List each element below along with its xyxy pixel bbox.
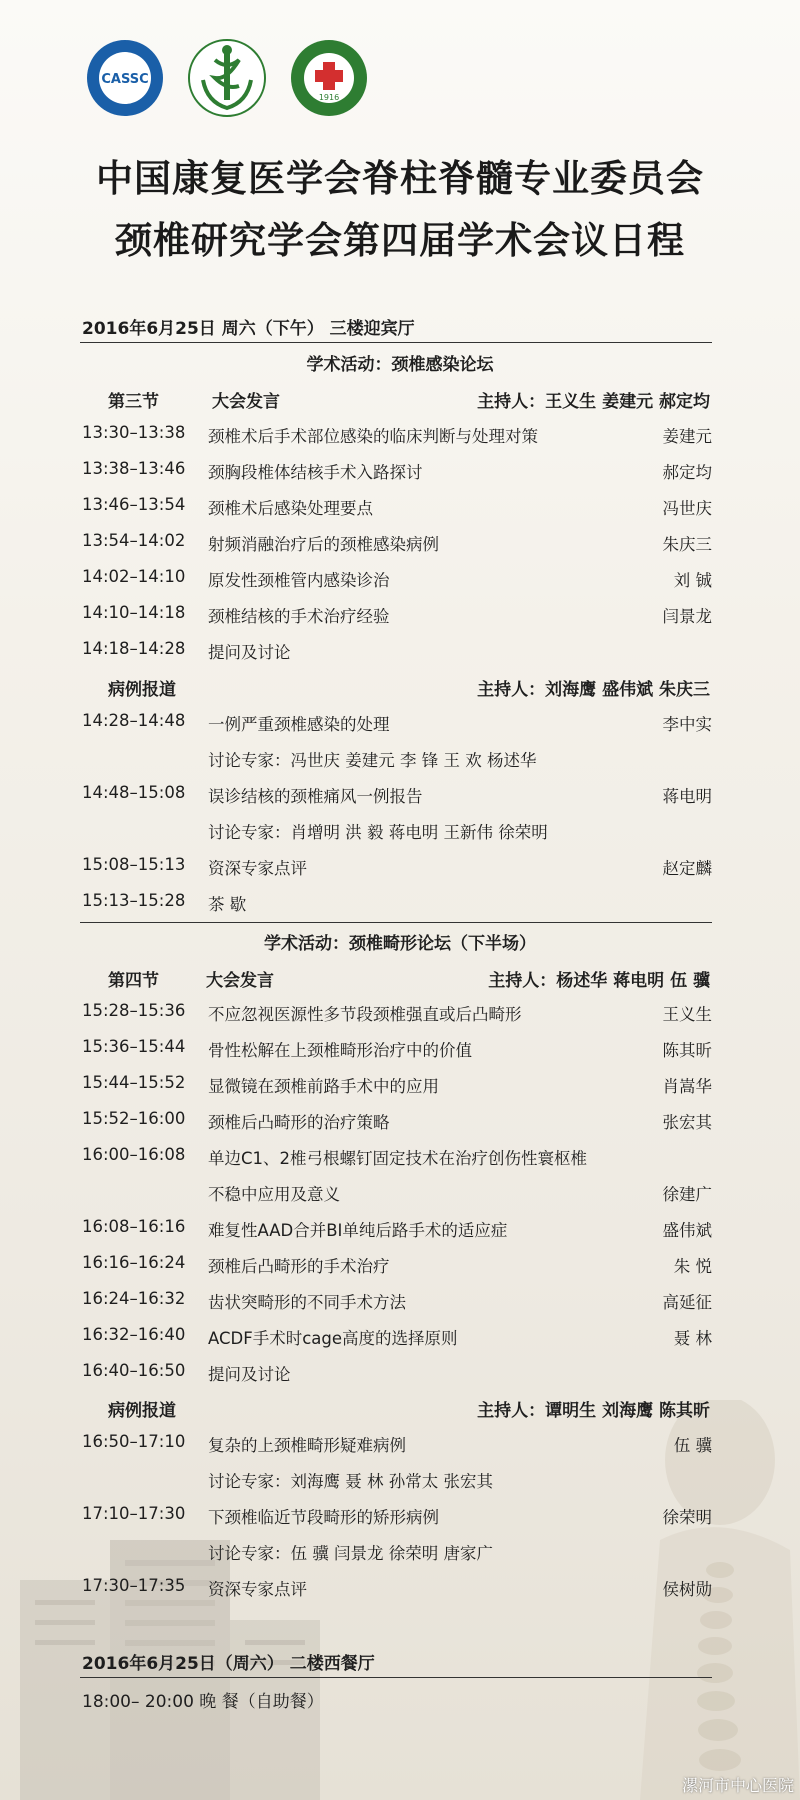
topic: 讨论专家：刘海鹰 聂 林 孙常太 张宏其 bbox=[208, 1472, 493, 1491]
schedule-row bbox=[0, 567, 800, 593]
time: 14:28–14:48 bbox=[82, 711, 186, 730]
time: 15:13–15:28 bbox=[82, 891, 186, 910]
speaker: 伍 骥 bbox=[673, 1436, 712, 1455]
speaker: 徐荣明 bbox=[662, 1508, 712, 1527]
discussion-row bbox=[0, 747, 800, 773]
schedule-row bbox=[0, 459, 800, 485]
discussion-row bbox=[0, 1540, 800, 1566]
time: 16:00–16:08 bbox=[82, 1145, 186, 1164]
watermark: 漯河市中心医院 bbox=[681, 1776, 794, 1795]
schedule-row bbox=[0, 1289, 800, 1315]
speaker: 冯世庆 bbox=[662, 499, 712, 518]
speaker: 赵定麟 bbox=[662, 859, 712, 878]
case-label: 病例报道 bbox=[108, 680, 176, 700]
schedule-row bbox=[0, 531, 800, 557]
schedule-row bbox=[0, 603, 800, 629]
cassc-logo-text: CASSC bbox=[101, 72, 149, 87]
session-header bbox=[0, 966, 800, 990]
time: 17:10–17:30 bbox=[82, 1504, 186, 1523]
topic: 颈椎术后感染处理要点 bbox=[208, 499, 373, 518]
time: 14:48–15:08 bbox=[82, 783, 186, 802]
session-type: 大会发言 bbox=[212, 392, 280, 412]
speaker: 李中实 bbox=[662, 715, 712, 734]
topic: 一例严重颈椎感染的处理 bbox=[208, 715, 390, 734]
divider bbox=[80, 1677, 712, 1678]
topic: 颈椎后凸畸形的治疗策略 bbox=[208, 1113, 390, 1132]
schedule-row bbox=[0, 1145, 800, 1171]
speaker: 闫景龙 bbox=[662, 607, 712, 626]
topic: 茶 歇 bbox=[208, 895, 247, 914]
schedule-row bbox=[0, 639, 800, 665]
schedule-row bbox=[0, 1109, 800, 1135]
topic: 下颈椎临近节段畸形的矫形病例 bbox=[208, 1508, 439, 1527]
schedule-row-continued bbox=[0, 1181, 800, 1207]
title-line-2: 颈椎研究学会第四届学术会议日程 bbox=[115, 219, 685, 262]
divider bbox=[80, 922, 712, 923]
speaker: 刘 铖 bbox=[673, 571, 712, 590]
case-header bbox=[0, 675, 800, 699]
discussion-row bbox=[0, 819, 800, 845]
time: 13:46–13:54 bbox=[82, 495, 186, 514]
speaker: 侯树勋 bbox=[662, 1580, 712, 1599]
schedule-row bbox=[0, 1325, 800, 1351]
time: 16:08–16:16 bbox=[82, 1217, 186, 1236]
schedule-row bbox=[0, 1037, 800, 1063]
time: 14:18–14:28 bbox=[82, 639, 186, 658]
speaker: 张宏其 bbox=[662, 1113, 712, 1132]
forum-title: 学术活动：颈椎感染论坛 bbox=[306, 355, 494, 375]
topic: 讨论专家：伍 骥 闫景龙 徐荣明 唐家广 bbox=[208, 1544, 493, 1563]
speaker: 陈其昕 bbox=[662, 1041, 712, 1060]
time: 15:52–16:00 bbox=[82, 1109, 186, 1128]
topic: 显微镜在颈椎前路手术中的应用 bbox=[208, 1077, 439, 1096]
topic: 齿状突畸形的不同手术方法 bbox=[208, 1293, 406, 1312]
time: 16:16–16:24 bbox=[82, 1253, 186, 1272]
topic: 射频消融治疗后的颈椎感染病例 bbox=[208, 535, 439, 554]
schedule-row bbox=[0, 1073, 800, 1099]
time: 15:36–15:44 bbox=[82, 1037, 186, 1056]
hospital-logo-year: 1916 bbox=[318, 93, 340, 102]
schedule-row bbox=[0, 1217, 800, 1243]
day-header: 2016年6月25日 周六（下午） 三楼迎宾厅 bbox=[82, 319, 415, 339]
divider bbox=[80, 342, 712, 343]
time: 13:30–13:38 bbox=[82, 423, 186, 442]
topic: 提问及讨论 bbox=[208, 1365, 291, 1384]
time: 17:30–17:35 bbox=[82, 1576, 186, 1595]
topic: 讨论专家：肖增明 洪 毅 蒋电明 王新伟 徐荣明 bbox=[208, 823, 548, 842]
topic: 误诊结核的颈椎痛风一例报告 bbox=[208, 787, 423, 806]
speaker: 朱庆三 bbox=[662, 535, 712, 554]
speaker: 蒋电明 bbox=[662, 787, 712, 806]
speaker: 肖嵩华 bbox=[662, 1077, 712, 1096]
topic: 复杂的上颈椎畸形疑难病例 bbox=[208, 1436, 406, 1455]
session-hosts: 主持人：王义生 姜建元 郝定均 bbox=[477, 392, 710, 412]
forum-title: 学术活动：颈椎畸形论坛（下半场） bbox=[264, 934, 536, 954]
schedule-row bbox=[0, 1432, 800, 1458]
time: 16:50–17:10 bbox=[82, 1432, 186, 1451]
topic: 难复性AAD合并BI单纯后路手术的适应症 bbox=[208, 1221, 508, 1240]
speaker: 姜建元 bbox=[662, 427, 712, 446]
logo-row bbox=[85, 38, 369, 118]
speaker: 徐建广 bbox=[662, 1185, 712, 1204]
speaker: 高延征 bbox=[662, 1293, 712, 1312]
time: 16:24–16:32 bbox=[82, 1289, 186, 1308]
case-hosts: 主持人：谭明生 刘海鹰 陈其昕 bbox=[477, 1401, 710, 1421]
title-line-1: 中国康复医学会脊柱脊髓专业委员会 bbox=[96, 157, 704, 200]
speaker: 郝定均 bbox=[662, 463, 712, 482]
topic: 颈椎后凸畸形的手术治疗 bbox=[208, 1257, 390, 1276]
topic: 颈椎结核的手术治疗经验 bbox=[208, 607, 390, 626]
schedule-row bbox=[0, 783, 800, 809]
time: 13:54–14:02 bbox=[82, 531, 186, 550]
time: 14:02–14:10 bbox=[82, 567, 186, 586]
time: 15:44–15:52 bbox=[82, 1073, 186, 1092]
schedule-row bbox=[0, 1001, 800, 1027]
topic: 颈椎术后手术部位感染的临床判断与处理对策 bbox=[208, 427, 538, 446]
cassc-logo-icon bbox=[85, 38, 165, 118]
topic: 单边C1、2椎弓根螺钉固定技术在治疗创伤性寰枢椎 bbox=[208, 1149, 588, 1168]
session-type: 大会发言 bbox=[206, 971, 274, 991]
dinner-row: 18:00– 20:00 晚 餐（自助餐） bbox=[82, 1692, 324, 1712]
case-header bbox=[0, 1396, 800, 1420]
day-header: 2016年6月25日（周六） 二楼西餐厅 bbox=[82, 1654, 375, 1674]
time: 15:08–15:13 bbox=[82, 855, 186, 874]
speaker: 朱 悦 bbox=[673, 1257, 712, 1276]
schedule-row bbox=[0, 1576, 800, 1602]
caduceus-spine-logo-icon bbox=[187, 38, 267, 118]
schedule-row bbox=[0, 1504, 800, 1530]
topic: 提问及讨论 bbox=[208, 643, 291, 662]
schedule-row bbox=[0, 1361, 800, 1387]
time: 14:10–14:18 bbox=[82, 603, 186, 622]
topic: 不应忽视医源性多节段颈椎强直或后凸畸形 bbox=[208, 1005, 522, 1024]
topic: 原发性颈椎管内感染诊治 bbox=[208, 571, 390, 590]
speaker: 盛伟斌 bbox=[662, 1221, 712, 1240]
session-label: 第三节 bbox=[108, 392, 159, 412]
case-label: 病例报道 bbox=[108, 1401, 176, 1421]
topic: 不稳中应用及意义 bbox=[208, 1185, 340, 1204]
schedule-row bbox=[0, 1253, 800, 1279]
discussion-row bbox=[0, 1468, 800, 1494]
topic: 颈胸段椎体结核手术入路探讨 bbox=[208, 463, 423, 482]
schedule-row bbox=[0, 423, 800, 449]
time: 13:38–13:46 bbox=[82, 459, 186, 478]
time: 16:32–16:40 bbox=[82, 1325, 186, 1344]
speaker: 王义生 bbox=[662, 1005, 712, 1024]
topic: ACDF手术时cage高度的选择原则 bbox=[208, 1329, 458, 1348]
topic: 骨性松解在上颈椎畸形治疗中的价值 bbox=[208, 1041, 472, 1060]
hospital-logo-icon bbox=[289, 38, 369, 118]
session-header bbox=[0, 387, 800, 411]
time: 16:40–16:50 bbox=[82, 1361, 186, 1380]
time: 15:28–15:36 bbox=[82, 1001, 186, 1020]
topic: 资深专家点评 bbox=[208, 1580, 307, 1599]
speaker: 聂 林 bbox=[673, 1329, 712, 1348]
schedule-row bbox=[0, 495, 800, 521]
session-label: 第四节 bbox=[108, 971, 159, 991]
schedule-row bbox=[0, 855, 800, 881]
topic: 资深专家点评 bbox=[208, 859, 307, 878]
case-hosts: 主持人：刘海鹰 盛伟斌 朱庆三 bbox=[477, 680, 710, 700]
session-hosts: 主持人：杨述华 蒋电明 伍 骥 bbox=[488, 971, 710, 991]
schedule-row bbox=[0, 891, 800, 917]
schedule-row bbox=[0, 711, 800, 737]
topic: 讨论专家：冯世庆 姜建元 李 锋 王 欢 杨述华 bbox=[208, 751, 537, 770]
